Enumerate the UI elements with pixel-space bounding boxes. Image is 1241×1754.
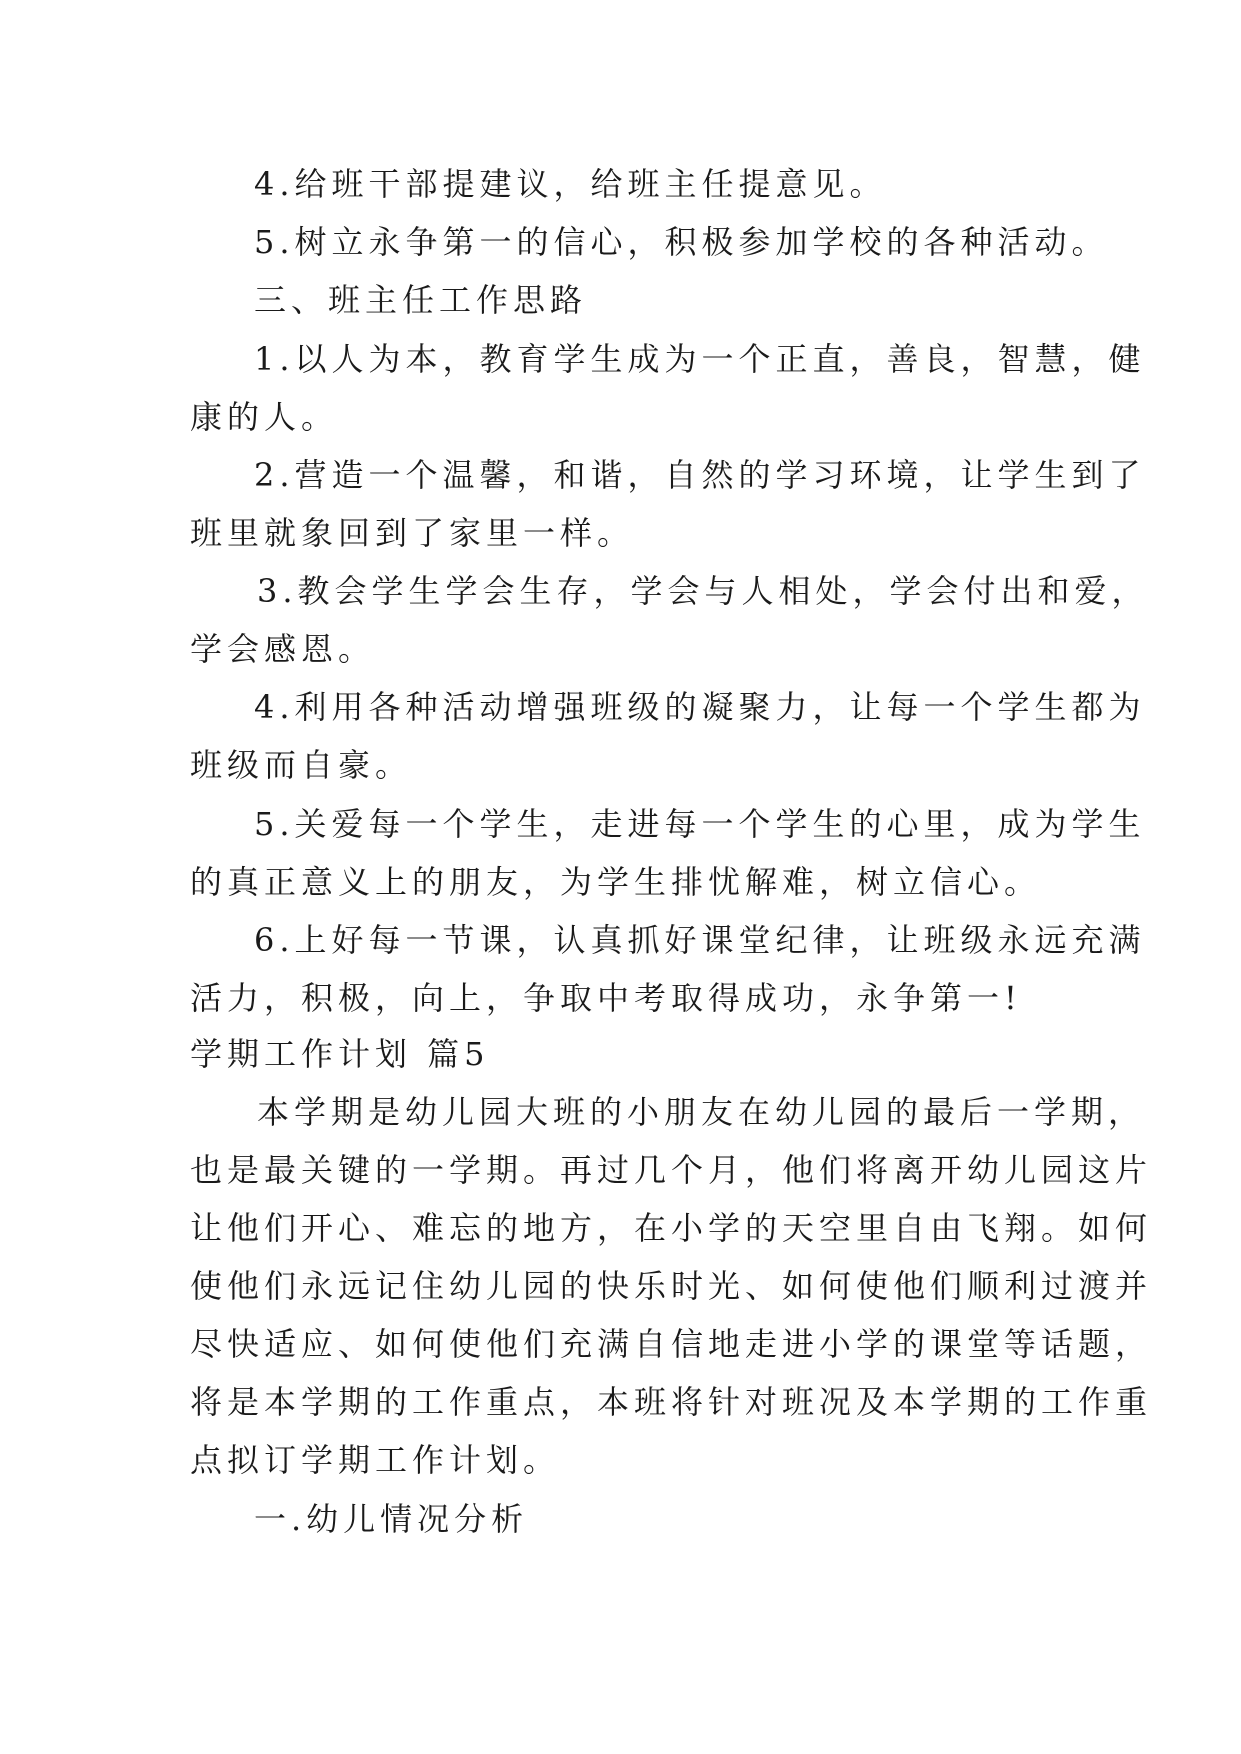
list-item: 1.以人为本，教育学生成为一个正直，善良，智慧，健: [254, 340, 1146, 378]
list-item: 6.上好每一节课，认真抓好课堂纪律，让班级永远充满: [254, 921, 1146, 959]
paragraph-line: 点拟订学期工作计划。: [190, 1441, 561, 1479]
section-heading: 三、班主任工作思路: [254, 281, 588, 319]
list-item: 4.利用各种活动增强班级的凝聚力，让每一个学生都为: [254, 688, 1146, 726]
list-item-continuation: 班级而自豪。: [190, 746, 413, 784]
list-item-continuation: 班里就象回到了家里一样。: [190, 514, 635, 552]
section-heading: 一.幼儿情况分析: [254, 1500, 529, 1538]
list-item-continuation: 的真正意义上的朋友，为学生排忧解难，树立信心。: [190, 863, 1042, 901]
list-item: 4.给班干部提建议，给班主任提意见。: [254, 165, 887, 203]
paragraph-line: 将是本学期的工作重点，本班将针对班况及本学期的工作重: [190, 1383, 1153, 1421]
list-item: 5.树立永争第一的信心，积极参加学校的各种活动。: [254, 223, 1109, 261]
list-item-continuation: 康的人。: [190, 398, 339, 436]
paragraph-line: 也是最关键的一学期。再过几个月，他们将离开幼儿园这片: [190, 1151, 1153, 1189]
list-item-continuation: 活力，积极，向上，争取中考取得成功，永争第一!: [190, 979, 1022, 1017]
paragraph-line: 尽快适应、如何使他们充满自信地走进小学的课堂等话题，: [190, 1325, 1153, 1363]
section-title: 学期工作计划 篇5: [190, 1035, 490, 1073]
list-item: 3.教会学生学会生存，学会与人相处，学会付出和爱，: [257, 572, 1149, 610]
paragraph-line: 让他们开心、难忘的地方，在小学的天空里自由飞翔。如何: [190, 1209, 1153, 1247]
list-item: 2.营造一个温馨，和谐，自然的学习环境，让学生到了: [254, 456, 1146, 494]
paragraph-line: 本学期是幼儿园大班的小朋友在幼儿园的最后一学期，: [257, 1093, 1146, 1131]
list-item-continuation: 学会感恩。: [190, 630, 376, 668]
list-item: 5.关爱每一个学生，走进每一个学生的心里，成为学生: [254, 805, 1146, 843]
paragraph-line: 使他们永远记住幼儿园的快乐时光、如何使他们顺利过渡并: [190, 1267, 1153, 1305]
